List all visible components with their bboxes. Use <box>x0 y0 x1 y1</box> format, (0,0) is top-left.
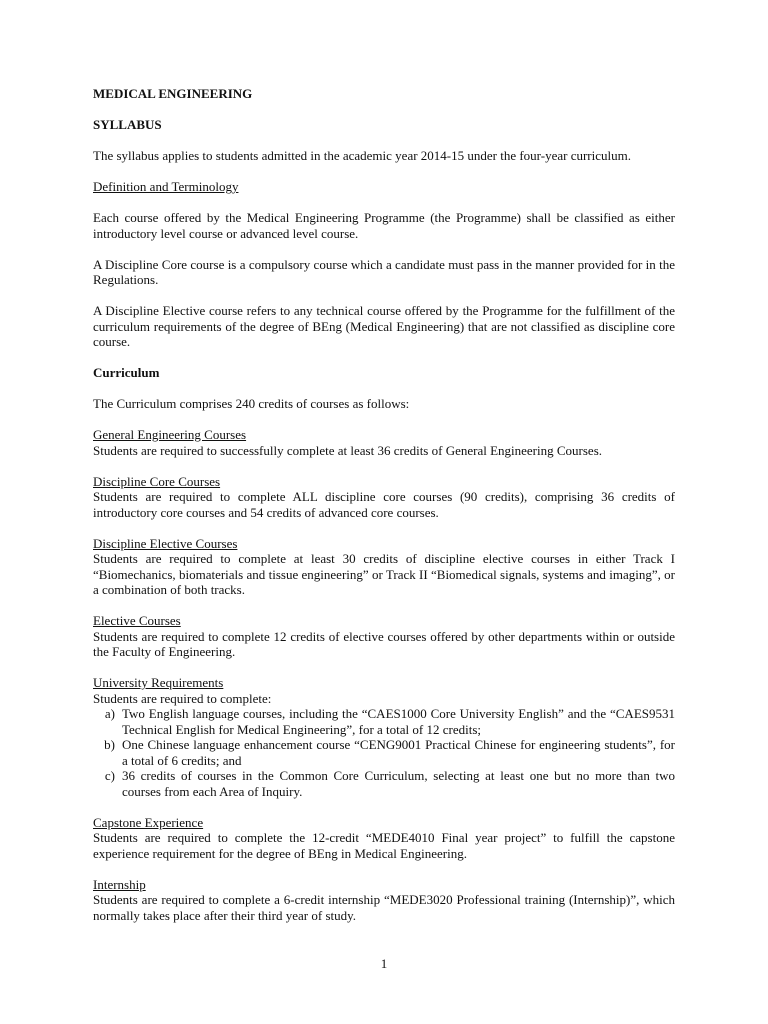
general-engineering-text: Students are required to successfully complete at least 36 credits of General Engineering Courses. <box>93 442 603 458</box>
elective-courses-heading: Elective Courses <box>93 613 181 628</box>
list-marker: c) <box>104 768 115 783</box>
definition-paragraph-core: A Discipline Core course is a compulsory course which a candidate must pass in the manner provided for in the Regulations. <box>93 256 675 287</box>
list-item-text: 36 credits of courses in the Common Core Curriculum, selecting at least one but no more than two courses from each Area of Inquiry. <box>122 768 675 799</box>
discipline-elective-text: Students are required to complete at least 30 credits of discipline elective courses in either Track I “Biomechanics, biomaterials and tissue engineering” or Track II “Biomedical signals, systems and imaging”, or a combination of both tracks. <box>93 551 675 597</box>
university-requirements-heading: University Requirements <box>93 675 224 690</box>
discipline-core-heading: Discipline Core Courses <box>93 473 221 489</box>
document-page <box>93 86 675 923</box>
document-title: MEDICAL ENGINEERING <box>93 86 253 101</box>
page-number: 1 <box>380 956 388 971</box>
definition-paragraph-elective: A Discipline Elective course refers to any technical course offered by the Programme for the fulfillment of the curriculum requirements of the degree of BEng (Medical Engineering) that are not classified as discipline core course. <box>93 303 675 349</box>
document-subtitle: SYLLABUS <box>93 117 162 132</box>
intro-paragraph: The syllabus applies to students admitted in the academic year 2014-15 under the four-year curriculum. <box>93 148 631 163</box>
curriculum-heading: Curriculum <box>93 365 160 380</box>
list-marker: a) <box>104 706 115 721</box>
discipline-elective-heading: Discipline Elective Courses <box>93 535 238 551</box>
list-item <box>93 706 675 737</box>
list-item <box>93 768 675 799</box>
definition-paragraph-course-level: Each course offered by the Medical Engineering Programme (the Programme) shall be classified as either introductory level course or advanced level course. <box>93 210 675 241</box>
elective-courses-text: Students are required to complete 12 credits of elective courses offered by other departments within or outside the Faculty of Engineering. <box>93 628 675 659</box>
definitions-heading: Definition and Terminology <box>93 179 239 194</box>
general-engineering-heading: General Engineering Courses <box>93 427 247 442</box>
curriculum-intro: The Curriculum comprises 240 credits of courses as follows: <box>93 396 410 411</box>
list-marker: b) <box>104 737 115 752</box>
university-requirements-list <box>93 706 675 799</box>
list-item-text: One Chinese language enhancement course “CENG9001 Practical Chinese for engineering students”, for a total of 6 credits; and <box>122 737 675 768</box>
capstone-heading: Capstone Experience <box>93 814 204 830</box>
list-item <box>93 737 675 768</box>
list-item-text: Two English language courses, including the “CAES1000 Core University English” and the “CAES9531 Technical English for Medical Engineering”, for a total of 12 credits; <box>122 706 675 737</box>
university-requirements-intro: Students are required to complete: <box>93 690 272 706</box>
internship-heading: Internship <box>93 876 146 892</box>
capstone-text: Students are required to complete the 12-credit “MEDE4010 Final year project” to fulfill the capstone experience requirement for the degree of BEng in Medical Engineering. <box>93 830 675 861</box>
discipline-core-text: Students are required to complete ALL discipline core courses (90 credits), comprising 36 credits of introductory core courses and 54 credits of advanced core courses. <box>93 489 675 520</box>
internship-text: Students are required to complete a 6-credit internship “MEDE3020 Professional training (Internship)”, which normally takes place after their third year of study. <box>93 892 675 923</box>
